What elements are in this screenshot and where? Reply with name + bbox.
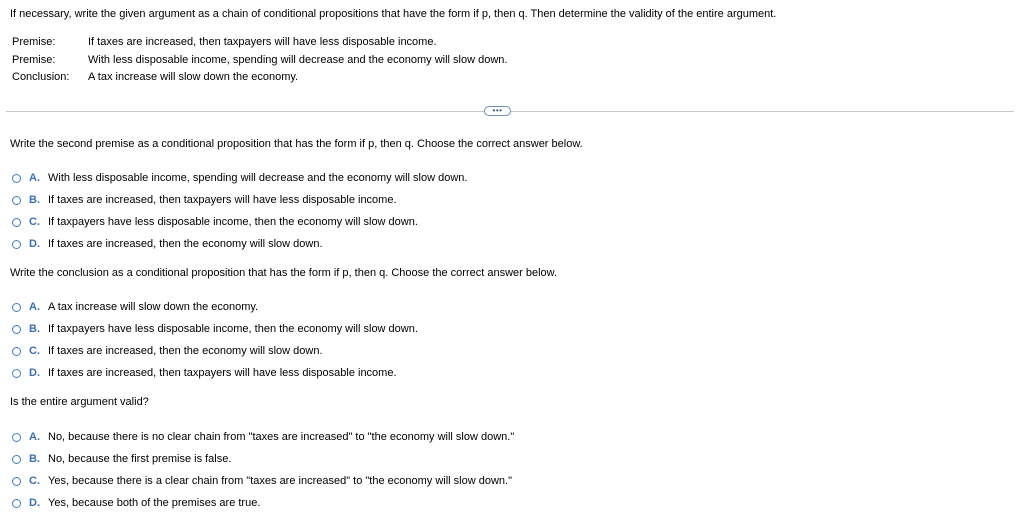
- instruction-text: If necessary, write the given argument as a chain of conditional propositions that have the form if p, then q. Then determine the validity of the entire argument.: [10, 8, 777, 20]
- q1-option-a[interactable]: [12, 172, 467, 184]
- option-letter: B.: [29, 453, 40, 465]
- option-text: A tax increase will slow down the economy.: [48, 301, 259, 313]
- option-text: No, because there is no clear chain from "taxes are increased" to "the economy will slow down.": [48, 431, 515, 443]
- radio-button-icon[interactable]: [12, 433, 21, 442]
- question-3-prompt: Is the entire argument valid?: [10, 396, 149, 408]
- argument-text-conclusion: A tax increase will slow down the economy.: [88, 71, 299, 83]
- radio-button-icon[interactable]: [12, 240, 21, 249]
- q3-option-c[interactable]: [12, 475, 512, 487]
- argument-text-premise-1: If taxes are increased, then taxpayers will have less disposable income.: [88, 36, 437, 48]
- argument-label-premise-2: Premise:: [12, 54, 56, 66]
- q1-option-c[interactable]: [12, 216, 418, 228]
- option-text: If taxes are increased, then the economy will slow down.: [48, 345, 323, 357]
- option-text: If taxes are increased, then the economy will slow down.: [48, 238, 323, 250]
- option-letter: C.: [29, 475, 40, 487]
- option-letter: C.: [29, 345, 40, 357]
- option-text: No, because the first premise is false.: [48, 453, 232, 465]
- option-letter: A.: [29, 301, 40, 313]
- radio-button-icon[interactable]: [12, 455, 21, 464]
- option-text: If taxes are increased, then taxpayers will have less disposable income.: [48, 194, 397, 206]
- q2-option-b[interactable]: [12, 323, 418, 335]
- radio-button-icon[interactable]: [12, 369, 21, 378]
- question-2-prompt: Write the conclusion as a conditional proposition that has the form if p, then q. Choose the correct answer below.: [10, 267, 558, 279]
- q3-option-d[interactable]: [12, 497, 260, 509]
- radio-button-icon[interactable]: [12, 196, 21, 205]
- radio-button-icon[interactable]: [12, 477, 21, 486]
- radio-button-icon[interactable]: [12, 303, 21, 312]
- option-letter: A.: [29, 431, 40, 443]
- argument-text-premise-2: With less disposable income, spending will decrease and the economy will slow down.: [88, 54, 508, 66]
- q1-option-d[interactable]: [12, 238, 323, 250]
- radio-button-icon[interactable]: [12, 347, 21, 356]
- q1-option-b[interactable]: [12, 194, 397, 206]
- q3-option-a[interactable]: [12, 431, 514, 443]
- q2-option-c[interactable]: [12, 345, 323, 357]
- option-letter: B.: [29, 323, 40, 335]
- q2-option-a[interactable]: [12, 301, 258, 313]
- option-text: If taxpayers have less disposable income, then the economy will slow down.: [48, 216, 418, 228]
- option-text: If taxes are increased, then taxpayers will have less disposable income.: [48, 367, 397, 379]
- question-1-prompt: Write the second premise as a conditional proposition that has the form if p, then q. Choose the correct answer below.: [10, 138, 583, 150]
- option-letter: C.: [29, 216, 40, 228]
- option-text: With less disposable income, spending will decrease and the economy will slow down.: [48, 172, 468, 184]
- q2-option-d[interactable]: [12, 367, 397, 379]
- radio-button-icon[interactable]: [12, 325, 21, 334]
- option-letter: D.: [29, 367, 40, 379]
- q3-option-b[interactable]: [12, 453, 231, 465]
- argument-label-conclusion: Conclusion:: [12, 71, 70, 83]
- option-text: Yes, because both of the premises are true.: [48, 497, 261, 509]
- option-letter: B.: [29, 194, 40, 206]
- radio-button-icon[interactable]: [12, 174, 21, 183]
- radio-button-icon[interactable]: [12, 499, 21, 508]
- option-letter: A.: [29, 172, 40, 184]
- option-text: Yes, because there is a clear chain from "taxes are increased" to "the economy will slow down.": [48, 475, 512, 487]
- argument-label-premise-1: Premise:: [12, 36, 56, 48]
- option-letter: D.: [29, 238, 40, 250]
- option-letter: D.: [29, 497, 40, 509]
- radio-button-icon[interactable]: [12, 218, 21, 227]
- more-options-button[interactable]: •••: [484, 106, 511, 116]
- option-text: If taxpayers have less disposable income, then the economy will slow down.: [48, 323, 418, 335]
